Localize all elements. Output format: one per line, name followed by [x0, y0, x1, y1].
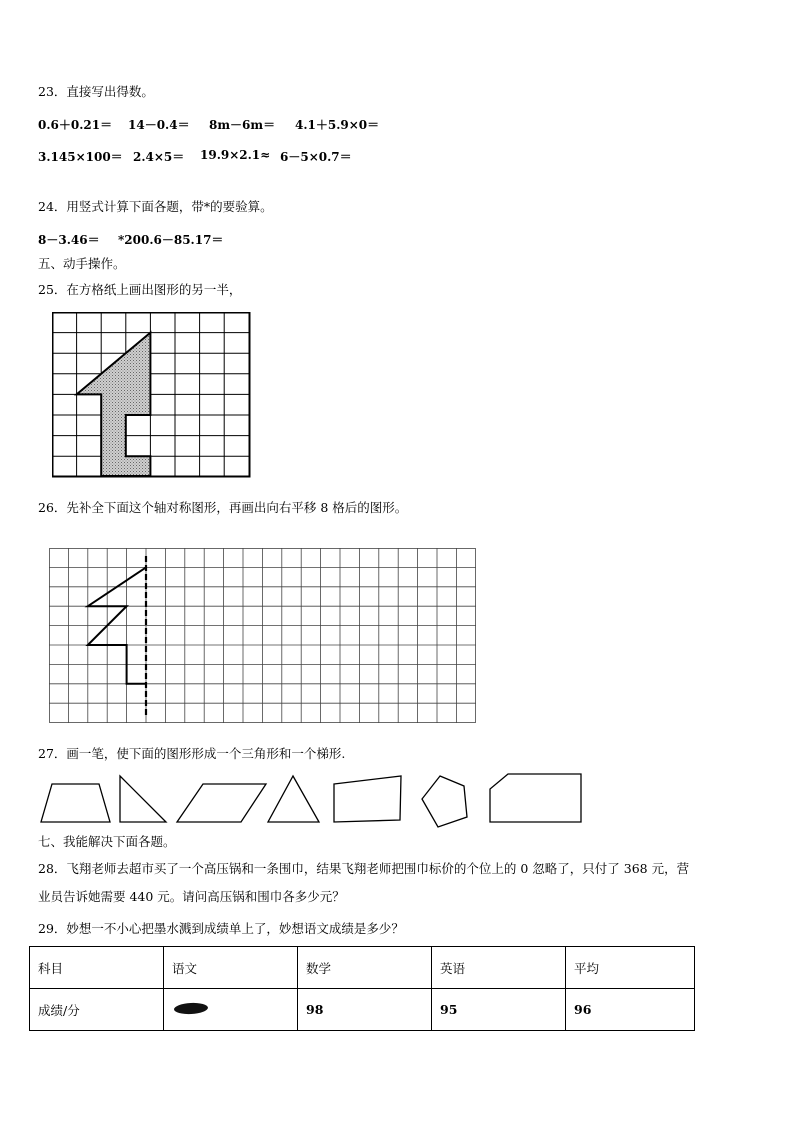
right-triangle-shape	[120, 776, 166, 822]
q29-title: 29．妙想一不小心把墨水溅到成绩单上了，妙想语文成绩是多少？	[38, 921, 404, 936]
quadrilateral-shape	[334, 776, 401, 822]
q28-line-1: 28．飞翔老师去超市买了一个高压锅和一条围巾，结果飞翔老师把围巾标价的个位上的 0 忽略了，只付了 368 元，营	[38, 861, 690, 876]
trapezoid-shape	[41, 784, 110, 822]
parallelogram-shape	[177, 784, 266, 822]
header-average: 平均	[566, 947, 695, 989]
pentagon-shape	[422, 776, 467, 827]
q27-shapes-row	[38, 772, 586, 828]
header-math: 数学	[298, 947, 432, 989]
q27-title: 27．画一笔，使下面的图形形成一个三角形和一个梯形.	[38, 746, 346, 761]
q23-expr-8: 6－5×0.7＝	[280, 150, 352, 164]
q25-title: 25．在方格纸上画出图形的另一半，	[38, 282, 242, 297]
q23-expr-6: 2.4×5＝	[133, 150, 185, 164]
math-score: 98	[298, 989, 432, 1031]
q23-expr-2: 14－0.4＝	[128, 118, 190, 132]
q24-expr-1: 8－3.46＝	[38, 233, 100, 247]
hexagon-shape	[490, 774, 581, 822]
table-header-row	[30, 947, 695, 989]
ink-blot-icon	[174, 1002, 209, 1015]
section-7-heading: 七、我能解决下面各题。	[38, 834, 176, 849]
average-score: 96	[566, 989, 695, 1031]
english-score: 95	[432, 989, 566, 1031]
header-chinese: 语文	[164, 947, 298, 989]
q23-expr-1: 0.6＋0.21＝	[38, 118, 113, 132]
triangle-shape	[268, 776, 319, 822]
chinese-score-ink-blot	[164, 989, 298, 1031]
q24-title: 24．用竖式计算下面各题，带*的要验算。	[38, 199, 273, 214]
q29-score-table	[29, 946, 695, 1031]
q23-expr-3: 8m－6m＝	[209, 118, 276, 132]
q24-expr-2: *200.6－85.17＝	[118, 233, 224, 247]
q28-line-2: 业员告诉她需要 440 元。请问高压锅和围巾各多少元？	[38, 889, 345, 904]
q23-expr-4: 4.1＋5.9×0＝	[295, 118, 380, 132]
q23-expr-5: 3.145×100＝	[38, 150, 123, 164]
header-english: 英语	[432, 947, 566, 989]
header-subject: 科目	[30, 947, 164, 989]
q25-grid-figure	[52, 312, 252, 479]
q23-title: 23．直接写出得数。	[38, 84, 154, 99]
row-label: 成绩/分	[30, 989, 164, 1031]
q23-expr-7: 19.9×2.1≈	[200, 148, 271, 162]
section-5-heading: 五、动手操作。	[38, 256, 126, 271]
q26-title: 26．先补全下面这个轴对称图形，再画出向右平移 8 格后的图形。	[38, 500, 408, 515]
q26-grid-figure	[49, 548, 477, 724]
table-row	[30, 989, 695, 1031]
